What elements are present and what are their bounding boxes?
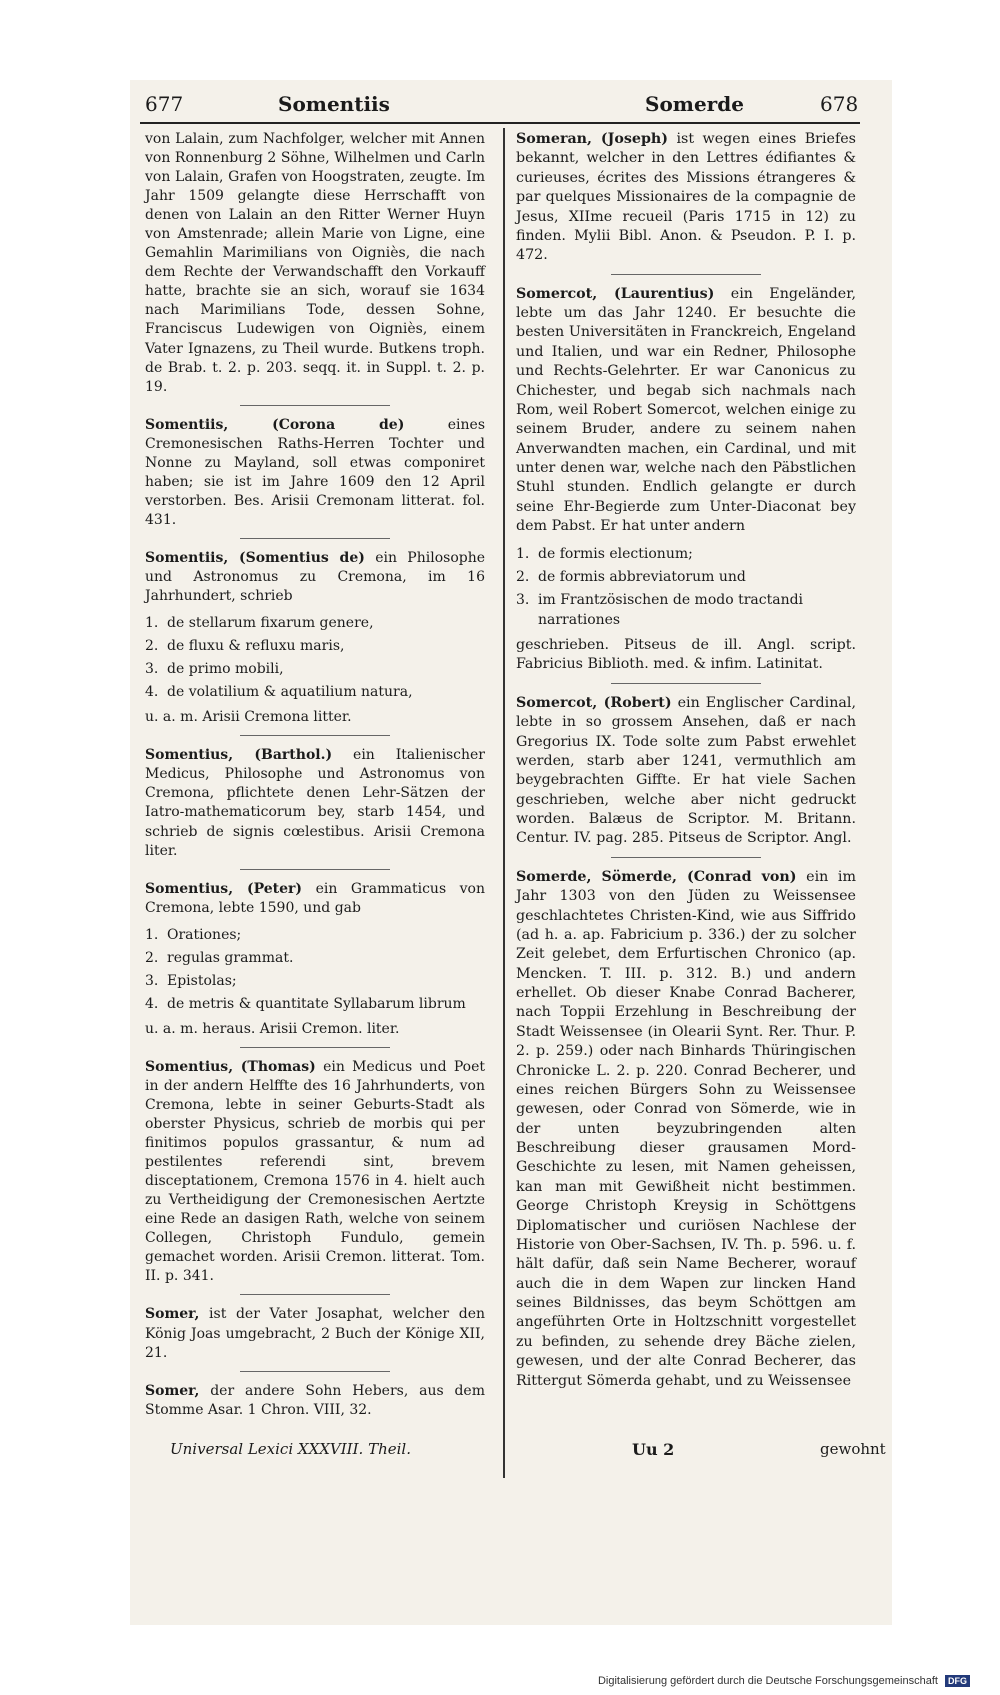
entry-separator bbox=[611, 274, 761, 275]
entry bbox=[145, 1382, 485, 1420]
entry bbox=[145, 1305, 485, 1362]
entry bbox=[145, 880, 485, 918]
list-item-number: 3. bbox=[516, 592, 530, 609]
list-item-number: 2. bbox=[145, 949, 159, 966]
footer-volume: Universal Lexici XXXVIII. Theil. bbox=[170, 1440, 411, 1458]
running-title-right: Somerde bbox=[645, 92, 744, 116]
entry-reference: u. a. m. Arisii Cremona litter. bbox=[145, 709, 352, 726]
list-item bbox=[516, 568, 856, 587]
entry-text: ein Italienischer Medicus, Philosophe und Astronomus von Cremona, pflichtete denen Lehr-Sätzen der Iatro-mathematicorum bey, starb 1454, und schrieb de signis cœlestibus. Arisii Cremona liter. bbox=[145, 747, 485, 859]
entry-text: ist der Vater Josaphat, welcher den König Joas umgebracht, 2 Buch der Könige XII, 21. bbox=[145, 1306, 486, 1361]
entry-text: eines Cremonesischen Raths-Herren Tochter und Nonne zu Mayland, soll etwas componiret haben; sie ist im Jahre 1609 den 12 April verstorben. Bes. Arisii Cremonam litterat. fol. 431. bbox=[145, 416, 485, 528]
left-column bbox=[145, 130, 485, 1428]
entry-text: ein Englischer Cardinal, lebte in so grossem Ansehen, daß er nach Gregorius IX. Tode solte zum Pabst erwehlet werden, starb aber 1241, vermuthlich am beygebrachten Giffte. Er hat viele Sachen geschrieben, welche aber nicht gedruckt worden. Balæus de Scriptor. M. Britann. Centur. IV. pag. 285. Pitseus de Scriptor. Angl. bbox=[516, 694, 856, 847]
list-item-text: de fluxu & refluxu maris, bbox=[167, 638, 345, 655]
entry bbox=[145, 549, 485, 606]
entry-headword: Somer, bbox=[145, 1382, 200, 1399]
digitization-credit bbox=[598, 1675, 970, 1687]
list-item-number: 2. bbox=[145, 638, 159, 655]
entry-separator bbox=[611, 857, 761, 858]
running-title-left: Somentiis bbox=[278, 92, 390, 116]
entry-text: ein Medicus und Poet in der andern Helffte des 16 Jahrhunderts, von Cremona, lebte in seiner Geburts-Stadt als oberster Physicus, schrieb de morbis qui per finitimos populos grassantur, & num ad pestilentes referendi sint, brevem disceptationem, Cremona 1576 in 4. hielt auch zu Vertheidigung der Cremonesischen Aertzte eine Rede an dasigen Rath, welche von seinem Collegen, Christoph Fundulo, gemein gemachet worden. Arisii Cremon. litterat. Tom. II. p. 341. bbox=[145, 1058, 486, 1285]
list-item-text: de volatilium & aquatilium natura, bbox=[167, 684, 413, 701]
credit-text: Digitalisierung gefördert durch die Deutsche Forschungsgemeinschaft bbox=[597, 1675, 938, 1687]
entry bbox=[516, 694, 856, 849]
list-item bbox=[516, 545, 856, 564]
list-item bbox=[145, 995, 485, 1014]
entry-text: ein Philosophe und Astronomus zu Cremona, im 16 Jahrhundert, schrieb bbox=[145, 549, 486, 605]
entry-list bbox=[516, 545, 856, 631]
list-item bbox=[145, 972, 485, 991]
entry-text: ist wegen eines Briefes bekannt, welcher in den Lettres édifiantes & curieuses, écrites des Missions étrangeres & par quelques Missionaires de la compagnie de Jesus, XIIme recueil (Paris 1715 in 12) zu finden. Mylii Bibl. Anon. & Pseudon. P. I. p. 472. bbox=[516, 131, 856, 264]
list-item-number: 1. bbox=[516, 545, 530, 562]
entry-text: ein im Jahr 1303 von den Jüden zu Weissensee geschlachtetes Christen-Kind, wie aus Siffrido (ad h. a. ap. Fabricium p. 336.) der zu solcher Zeit gelebet, dem Erfurtischen Chronico (ap. Mencken. T. III. p. 312. B.) und andern erhellet. Ob dieser Knabe Conrad Bacherer, nach Toppii Erzehlung in Beschreibung der Stadt Weissensee (in Olearii Synt. Rer. Thur. P. 2. p. 259.) oder nach Binhards Thüringischen Chronicke L. 2. p. 220. Conrad Becherer, und eines reichen Bürgers Sohn zu Weissensee gewesen, oder Conrad von Sömerde, wie in der unten beyzubringenden alten Beschreibung dieser grausamen Mord-Geschichte zu lesen, mit Namen geheissen, kan man mit Gewißheit nicht bestimmen. George Christoph Kreysig in Schöttgens Diplomatischer und curiösen Nachlese der Historie von Ober-Sachsen, IV. Th. p. 596. u. f. hält dafür, daß sein Name Becherer, worauf auch die in dem Wapen zur lincken Hand seines Bildnisses, das beym Schöttgen am angeführten Orte in Holtzschnitt vorgestellet zu befinden, zu sehende drey Bäche zielen, gewesen, und der alte Conrad Becherer, das Rittergut Sömerda gehabt, und zu Weissensee bbox=[516, 868, 856, 1389]
entry-headword: Somerde, Sömerde, (Conrad von) bbox=[516, 868, 797, 885]
entry-headword: Somentius, (Thomas) bbox=[145, 1058, 316, 1075]
entry-separator bbox=[240, 1371, 390, 1372]
list-item bbox=[145, 660, 485, 679]
list-item-text: regulas grammat. bbox=[167, 949, 294, 966]
list-item-text: im Frantzösischen de modo tractandi narrationes bbox=[538, 592, 804, 628]
entry bbox=[516, 285, 856, 537]
entry-headword: Someran, (Joseph) bbox=[516, 131, 669, 147]
entry-text: der andere Sohn Hebers, aus dem Stomme Asar. 1 Chron. VIII, 32. bbox=[145, 1382, 485, 1418]
entry bbox=[516, 868, 856, 1391]
entry-headword: Somentiis, (Somentius de) bbox=[145, 549, 365, 566]
entry-separator bbox=[240, 405, 390, 406]
entry bbox=[145, 1058, 485, 1287]
entry-separator bbox=[611, 683, 761, 684]
entry-separator bbox=[240, 1294, 390, 1295]
list-item-text: Orationes; bbox=[167, 926, 242, 943]
list-item bbox=[145, 614, 485, 633]
list-item-number: 4. bbox=[145, 684, 159, 701]
list-item-text: de primo mobili, bbox=[167, 661, 284, 678]
page-number-right: 678 bbox=[820, 92, 859, 116]
entry-separator bbox=[240, 1047, 390, 1048]
list-item bbox=[145, 949, 485, 968]
entry-reference: u. a. m. heraus. Arisii Cremon. liter. bbox=[145, 1020, 400, 1037]
entry bbox=[516, 130, 856, 266]
list-item bbox=[145, 683, 485, 702]
footer-signature: Uu 2 bbox=[632, 1440, 675, 1459]
list-item-number: 3. bbox=[145, 661, 159, 678]
page-number-left: 677 bbox=[145, 92, 184, 116]
entry-reference: geschrieben. Pitseus de ill. Angl. script. Fabricius Biblioth. med. & infim. Latinitat. bbox=[516, 637, 856, 673]
entry-headword: Somentiis, (Corona de) bbox=[145, 416, 405, 433]
entry-separator bbox=[240, 869, 390, 870]
entry-separator bbox=[240, 735, 390, 736]
list-item-number: 1. bbox=[145, 926, 159, 943]
list-item-number: 1. bbox=[145, 615, 159, 632]
entry bbox=[145, 130, 485, 397]
list-item-number: 4. bbox=[145, 995, 159, 1012]
entry-list bbox=[145, 614, 485, 702]
list-item bbox=[145, 637, 485, 656]
entry-headword: Somercot, (Robert) bbox=[516, 694, 672, 711]
entry-headword: Somentius, (Peter) bbox=[145, 880, 303, 897]
entry-text: ein Engeländer, lebte um das Jahr 1240. Er besuchte die besten Universitäten in Franckreich, Engeland und Italien, und war ein Redner, Philosophe und Rechts-Gelehrter. Er war Canonicus zu Chichester, und begab sich nachmals nach Rom, weil Robert Somercot, welchen einige zu seinem Bruder, andere zu seinem nahen Anverwandten machen, ein Cardinal, und mit unter denen war, welche nach den Päbstlichen Stuhl stunden. Endlich gelangte er durch seine Ehr-Begierde zum Unter-Diaconat bey dem Pabst. Er hat unter andern bbox=[516, 285, 856, 535]
list-item-number: 3. bbox=[145, 972, 159, 989]
right-column bbox=[516, 130, 856, 1399]
entry-separator bbox=[240, 538, 390, 539]
header-rule bbox=[140, 122, 860, 124]
entry-list bbox=[145, 926, 485, 1014]
entry bbox=[145, 746, 485, 860]
list-item-text: de formis electionum; bbox=[538, 545, 693, 562]
list-item-text: Epistolas; bbox=[167, 972, 237, 989]
entry-text: ein Grammaticus von Cremona, lebte 1590, und gab bbox=[145, 880, 485, 916]
list-item-number: 2. bbox=[516, 568, 530, 585]
list-item-text: de metris & quantitate Syllabarum librum bbox=[167, 995, 466, 1012]
list-item-text: de formis abbreviatorum und bbox=[538, 568, 746, 585]
column-divider bbox=[503, 128, 505, 1478]
entry-headword: Somercot, (Laurentius) bbox=[516, 285, 715, 302]
list-item-text: de stellarum fixarum genere, bbox=[167, 615, 374, 632]
entry bbox=[145, 416, 485, 530]
entry-headword: Somer, bbox=[145, 1306, 200, 1323]
entry-text: von Lalain, zum Nachfolger, welcher mit Annen von Ronnenburg 2 Söhne, Wilhelmen und Carln von Lalain, Grafen von Hoogstraten, zeugte. Im Jahr 1509 gelangte diese Herrschafft von denen von Lalain an den Ritter Werner Huyn von Amstenrade; allein Marie von Ligne, eine Gemahlin Marimilians von Oigniès, die nach dem Rechte der Verwandschafft den Vorkauff hatte, brachte sie an sich, worauf sie 1634 nach Marimilians Tode, dessen Sohne, Franciscus Ludewigen von Oigniès, einem Vater Ignazens, zu Theil wurde. Butkens troph. de Brab. t. 2. p. 203. seqq. it. in Suppl. t. 2. p. 19. bbox=[145, 131, 485, 395]
dfg-logo: DFG bbox=[945, 1675, 970, 1687]
entry-headword: Somentius, (Barthol.) bbox=[145, 747, 333, 764]
list-item bbox=[145, 926, 485, 945]
list-item bbox=[516, 591, 856, 630]
footer-catchword: gewohnt bbox=[820, 1440, 886, 1458]
